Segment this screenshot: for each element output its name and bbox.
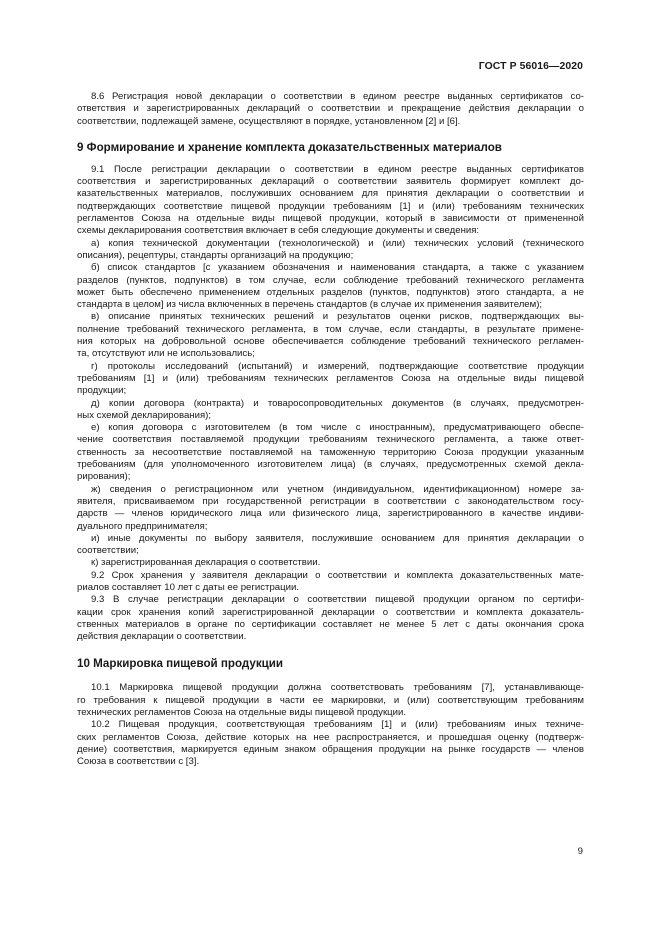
text-line: действия декларации о соответствии. [77,631,247,643]
text-line: в) описание принятых технических решений и результатов оценки рисков, подтверждающих вы- [91,311,584,323]
text-line: требованиям (для уполномоченного изготовителем лица) (в случаях, предусмотренных схемой декла- [77,459,584,471]
text-line: кации срок хранения копий зарегистрированной декларации о соответствии и комплекта доказатель- [77,606,584,618]
text-line: явителя, присваиваемом при государственной регистрации в соответствии с законодательством госу- [77,495,584,507]
paragraph [77,594,584,643]
text-line: стандарта в целом] из числа включенных в перечень стандартов (в случае их применения заявителем); [77,299,543,311]
text-line: казательственных материалов, послуживших основанием для принятия декларации о соответствии и [77,188,584,200]
text-line: соответствии, подлежащей замене, осуществляют в порядке, установленном [2] и [6]. [77,115,461,127]
text-line: дуального предпринимателя; [77,520,208,532]
text-line: описания), рецептуры, стандарты организаций на продукцию; [77,249,354,261]
text-line: соответствии; [77,545,139,557]
paragraph [77,91,584,128]
paragraph [77,422,584,483]
document-code-header: ГОСТ Р 56016—2020 [478,61,583,72]
text-line: полнение требований технического регламента, в том случае, если стандарты, в результате примене- [77,323,584,335]
paragraph [77,533,584,558]
text-line: 10.1 Маркировка пищевой продукции должна соответствовать требованиям [7], устанавливающе- [91,682,584,694]
page-number: 9 [577,846,583,857]
text-line: к) зарегистрированная декларация о соответствии. [91,557,321,569]
text-line: ответствия и зарегистрированных деклараций о соответствии и прекращение действия декларации о [77,103,584,115]
text-line: продукции; [77,385,127,397]
text-line: 10.2 Пищевая продукция, соответствующая требованиям [1] и (или) требованиям иных техниче- [91,719,584,731]
document-body [77,91,584,769]
text-line: ских регламентов Союза, действие которых на нее распространяется, и прошедшая оценку (подтверж- [77,731,584,743]
text-line: 9.2 Срок хранения у заявителя декларации о соответствии и комплекта доказательственных мате- [91,569,584,581]
paragraph [77,719,584,768]
text-line: 9.1 После регистрации декларации о соответствии в едином реестре выданных сертификатов [91,163,584,175]
paragraph [77,682,584,719]
paragraph [77,557,584,569]
text-line: е) копия договора с изготовителем (в том числе с иностранным), предусматривающего обеспе- [91,422,584,434]
section-heading: 10 Маркировка пищевой продукции [77,657,284,671]
paragraph [77,311,584,360]
text-line: го требования к пищевой продукции в части ее маркировки, и (или) соответствующим требованиям [77,694,584,706]
text-line: 9.3 В случае регистрации декларации о соответствии пищевой продукции органом по сертифи- [91,594,584,606]
text-line: и) иные документы по выбору заявителя, послужившие основанием для принятия декларации о [91,532,584,544]
text-line: дение) соответствия, маркируется единым знаком обращения продукции на рынке государств — членов [77,743,584,755]
text-line: риалов составляет 10 лет с даты ее регистрации. [77,581,299,593]
text-line: требованиям [1] и (или) требованиям технических регламентов Союза на отдельные виды пищевой [77,372,584,384]
paragraph [77,238,584,263]
text-line: соответствия и зарегистрированных деклараций о соответствии заявитель формирует комплект до- [77,176,584,188]
text-line: б) список стандартов [с указанием обозначения и наименования стандарта, а также с указанием [91,262,584,274]
text-line: ных схемой декларирования); [77,409,212,421]
text-line: чение соответствия поставляемой продукции требованиям технического регламента, а также ответ- [77,434,584,446]
text-line: ственных материалов в органе по сертификации составляет не менее 5 лет с даты окончания срока [77,618,584,630]
text-line: г) протоколы исследований (испытаний) и измерений, подтверждающие соответствие продукции [91,360,584,372]
section-heading: 9 Формирование и хранение комплекта доказательственных материалов [77,140,502,154]
paragraph [77,164,584,238]
text-line: рирования); [77,471,131,483]
text-line: та, отсутствуют или не использовались; [77,348,255,360]
text-line: ственность за несоответствие поставляемой на таможенную территорию Союза продукции указанным [77,446,584,458]
text-line: может быть обеспечено применением отдельных разделов (пунктов, подпунктов) этого стандарта, а не [77,286,584,298]
paragraph [77,262,584,311]
paragraph [77,361,584,398]
text-line: регламентов Союза на отдельные виды пищевой продукции, который в зависимости от примененной [77,213,584,225]
text-line: д) копии договора (контракта) и товаросопроводительных документов (в случаях, предусмотрен- [91,397,584,409]
text-line: дарств — членов юридического лица или физического лица, зарегистрированного в качестве индиви- [77,508,584,520]
text-line: схемы декларирования соответствия включает в себя следующие документы и сведения: [77,225,480,237]
text-line: 8.6 Регистрация новой декларации о соответствии в едином реестре выданных сертификатов со- [91,91,584,102]
text-line: разделов (пунктов, подпунктов) в том случае, если соблюдение требований технического регламента [77,274,584,286]
text-line: Союза в соответствии с [3]. [77,756,200,768]
text-line: а) копия технической документации (технологической) и (или) технических условий (технического [91,237,584,249]
paragraph [77,398,584,423]
paragraph [77,484,584,533]
text-line: технических регламентов Союза на отдельные виды пищевой продукции. [77,707,407,719]
text-line: подтверждающих соответствие пищевой продукции требованиям [1] и (или) требованиям технических [77,200,584,212]
paragraph [77,570,584,595]
text-line: ж) сведения о регистрационном или учетном (индивидуальном, идентификационном) номере за- [91,483,584,495]
text-line: ния которых на добровольной основе обеспечивается соблюдение требований технического регламен- [77,336,584,348]
